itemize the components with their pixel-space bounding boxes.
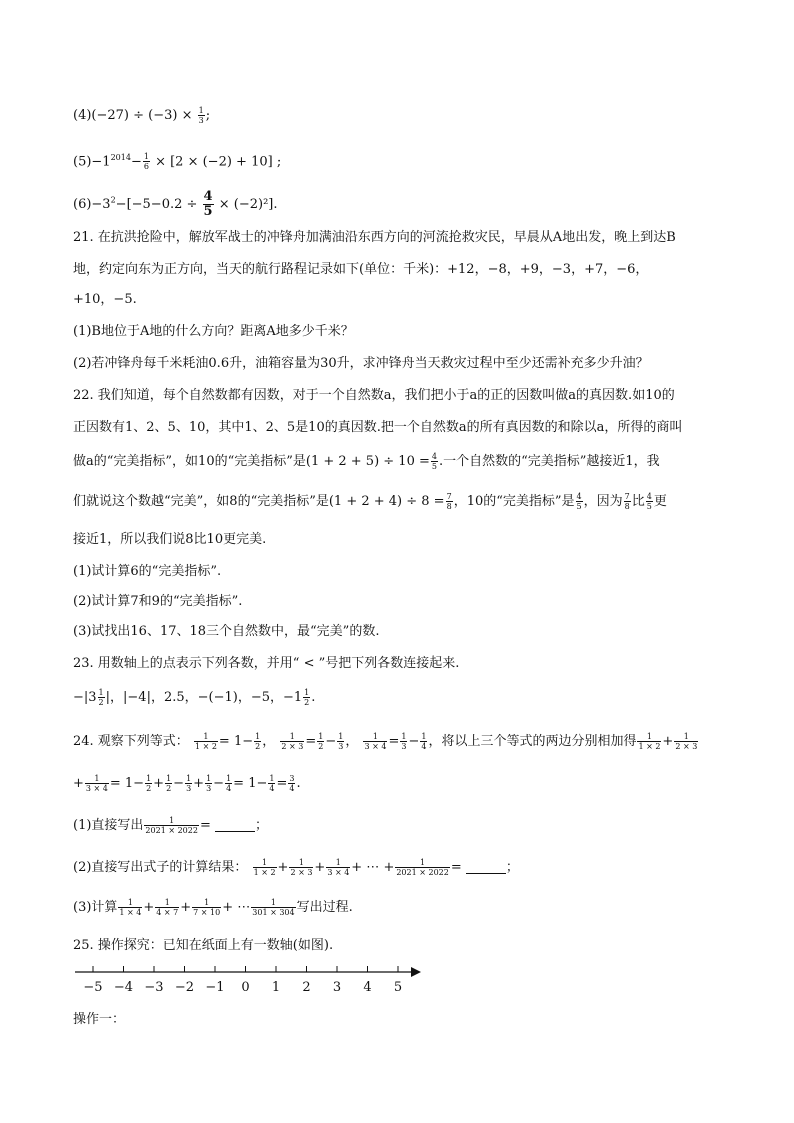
number-line xyxy=(73,960,433,1010)
q22-line1: 22. 我们知道，每个自然数都有因数，对于一个自然数a，我们把小于a的正的因数叫做a的真因数.如10的 xyxy=(73,388,675,403)
number-line-tick-label: −5 xyxy=(83,980,103,995)
q24-sub1: (1)直接写出 $\frac{1}{2021 \times 2022}$ = ； xyxy=(73,816,268,835)
q25-op1: 操作一： xyxy=(73,1012,126,1027)
q20-item5: $(5)-1^{2014}-$ $\frac{1}{6}$ × [2 × (−2) + 10] ; xyxy=(73,152,282,172)
q24-line1: 24. 观察下列等式： $\frac{1}{1 \times 2}$ = 1− $\frac{1}{2}$ ， $\frac{1}{2 \times 3}$ = $\frac{1}{2}$ − $\frac{1}{3}$ ， $\frac{1}{3 \times 4}$ = $\frac{1}{3}$ − $\frac{1}{4}$ ，将以上三个等式的两边分别相加得 $\frac{1}{1 \times 2}$ + $\frac{1}{2 \times 3}$ xyxy=(73,732,698,751)
number-line-tick-label: 3 xyxy=(332,980,342,995)
q23-line2: −|3 $\frac{1}{2}$ |，|−4|，2.5，−(−1)，−5，−1 $\frac{1}{2}$ . xyxy=(73,688,316,707)
q22-sub1: (1)试计算6的“完美指标”. xyxy=(73,564,222,579)
answer-blank-2[interactable] xyxy=(466,861,506,874)
q22-line2: 正因数有1、2、5、10，其中1、2、5是10的真因数.把一个自然数a的所有真因数的和除以a，所得的商叫 xyxy=(73,420,683,435)
q21-line2: 地，约定向东为正方向，当天的航行路程记录如下(单位：千米)：+12，−8，+9，−3，+7，−6， xyxy=(73,262,649,277)
number-line-tick-label: −4 xyxy=(113,980,134,995)
number-line-tick-label: 0 xyxy=(241,980,250,995)
q22-line3: 做a的“完美指标”，如10的“完美指标”是(1 + 2 + 5) ÷ 10 = $\frac{4}{5}$ .一个自然数的“完美指标”越接近1，我 xyxy=(73,452,660,471)
q22-sub2: (2)试计算7和9的“完美指标”. xyxy=(73,594,243,609)
q24-sub2: (2)直接写出式子的计算结果： $\frac{1}{1 \times 2}$ + $\frac{1}{2 \times 3}$ + $\frac{1}{3 \times 4}$ + ⋯ + $\frac{1}{2021 \times 2022}$ = ； xyxy=(73,858,519,877)
q22-sub3: (3)试找出16、17、18三个自然数中，最“完美”的数. xyxy=(73,624,380,639)
q21-sub2: (2)若冲锋舟每千米耗油0.6升，油箱容量为30升，求冲锋舟当天救灾过程中至少还需补充多少升油？ xyxy=(73,356,649,371)
q24-sub3: (3)计算 $\frac{1}{1 \times 4}$ + $\frac{1}{4 \times 7}$ + $\frac{1}{7 \times 10}$ + ⋯ $\frac{1}{301 \times 304}$ 写出过程. xyxy=(73,898,353,917)
q20-item4: (4)(−27) ÷ (−3) × $\frac{1}{3}$ ; xyxy=(73,106,211,125)
number-line-tick-label: −2 xyxy=(174,980,195,995)
q24-line2: + $\frac{1}{3 \times 4}$ = 1− $\frac{1}{2}$ + $\frac{1}{2}$ − $\frac{1}{3}$ + $\frac{1}{3}$ − $\frac{1}{4}$ = 1− $\frac{1}{4}$ = $\frac{3}{4}$ . xyxy=(73,774,301,793)
number-line-axis xyxy=(73,960,433,980)
q21-line1: 21. 在抗洪抢险中，解放军战士的冲锋舟加满油沿东西方向的河流抢救灾民，早晨从A地出发，晚上到达B xyxy=(73,230,676,245)
number-line-tick-label: 5 xyxy=(393,980,403,995)
number-line-tick-label: 4 xyxy=(363,980,372,995)
number-line-tick-label: −1 xyxy=(205,980,225,995)
q23-line1: 23. 用数轴上的点表示下列各数，并用“ < ”号把下列各数连接起来. xyxy=(73,656,460,671)
number-line-tick-label: −3 xyxy=(144,980,164,995)
q21-sub1: (1)B地位于A地的什么方向？距离A地多少千米？ xyxy=(73,324,354,339)
q22-line5: 接近1，所以我们说8比10更完美. xyxy=(73,532,267,547)
q22-line4: 们就说这个数越“完美”，如8的“完美指标”是(1 + 2 + 4) ÷ 8 = $\frac{7}{8}$ ，10的“完美指标”是 $\frac{4}{5}$ ，因为 $\frac{7}{8}$ 比 $\frac{4}{5}$ 更 xyxy=(73,492,667,511)
arrow-right-icon xyxy=(411,967,421,977)
number-line-tick-label: 2 xyxy=(302,980,311,995)
number-line-tick-label: 1 xyxy=(271,980,281,995)
answer-blank-1[interactable] xyxy=(215,819,255,832)
q21-line3: +10，−5. xyxy=(73,292,137,307)
q20-item6: $(6)-3^2-[-5-0.2$ ÷ $\frac{4}{5}$ × (−2)²]. xyxy=(73,189,278,219)
q25-line1: 25. 操作探究：已知在纸面上有一数轴(如图). xyxy=(73,938,334,953)
